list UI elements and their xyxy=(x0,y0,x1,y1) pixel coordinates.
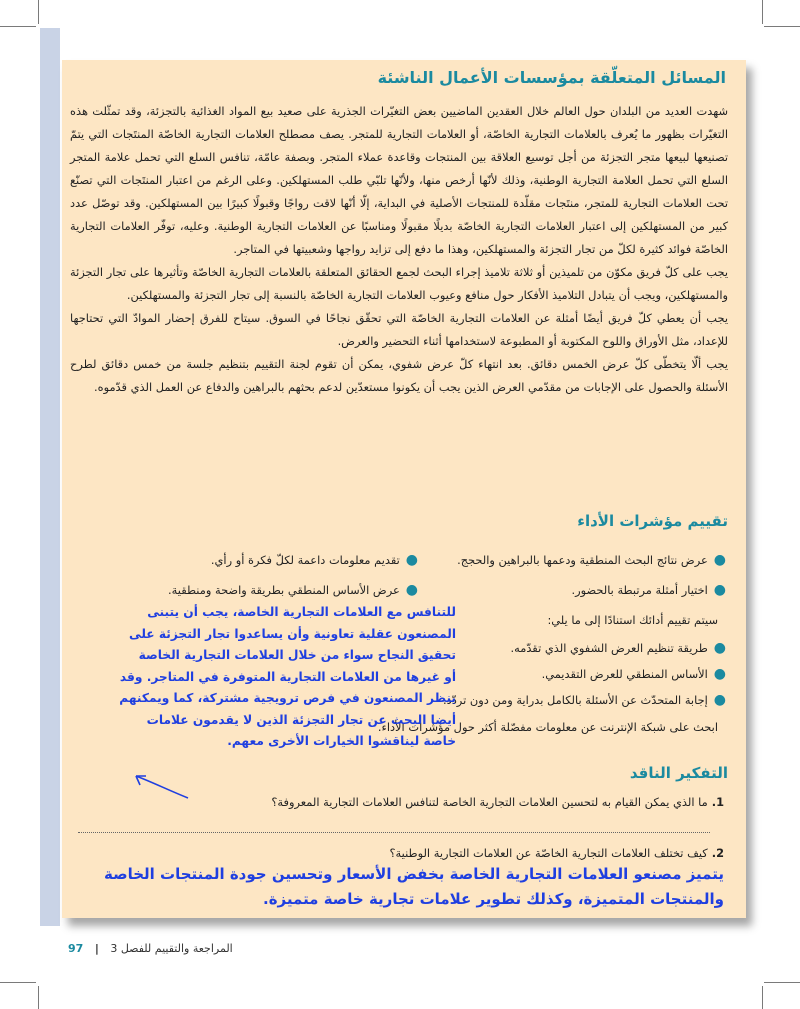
bullet-icon: ● xyxy=(713,640,726,656)
crop-mark xyxy=(38,986,39,1009)
paragraph: يجب أن يعطي كلّ فريق أيضًا أمثلة عن العلامات التجارية الخاصّة التي تحقّق نجاحًا في السوق. سيتاح للفرق إحضار الموادّ التي تحتاجها للإعداد، مثل الأوراق واللوح المكتوبة أو المطبوعة لاستخدامها أثناء التحضير والعرض. xyxy=(70,311,728,348)
paragraph: يجب على كلّ فريق مكوّن من تلميذين أو ثلاثة تلاميذ إجراء البحث لجمع الحقائق المتعلقة بالعلامات التجارية الخاصّة وتأثيرها على تجار التجزئة والمستهلكين، ويجب أن يتبادل التلاميذ الأفكار حول منافع وعيوب العلامات التجارية الخاصّة بالنسبة إلى تجار التجزئة والمستهلكين. xyxy=(70,265,728,302)
page-footer: 97 | المراجعة والتقييم للفصل 3 xyxy=(68,942,233,955)
question: 2.كيف تختلف العلامات التجارية الخاصّة عن العلامات التجارية الوطنية؟ xyxy=(389,846,724,860)
bullet-icon: ● xyxy=(405,582,418,598)
crop-mark xyxy=(38,0,39,24)
paragraph: يجب ألّا يتخطّى كلّ عرض الخمس دقائق. بعد انتهاء كلّ عرض شفوي، يمكن أن تقوم لجنة التقييم بتنظيم جلسة من خمس دقائق لطرح الأسئلة والحصول على الإجابات من مقدّمي العرض الذين يجب أن يكونوا مستعدّين لدعم بحثهم بالبراهين والدفاع عن العمل الذي قدّموه. xyxy=(70,357,728,394)
crop-mark xyxy=(764,982,800,983)
handwritten-answer: للتنافس مع العلامات التجارية الخاصة، يجب أن يتبنى المصنعون عقلية تعاونية وأن يساعدوا تجار التجزئة على تحقيق النجاح سواء من خلال العلامات التجارية الخاصة أو غيرها من العلامات التجارية المتوفرة في المتاجر. وقد ينظر المصنعون في فرص ترويجية مشتركة، كما ويمكنهم أيضا البحث عن تجار التجزئة الذين لا يقدمون علامات خاصة ليناقشوا الخيارات الأخرى معهم. xyxy=(119,605,456,748)
bullet-item: ●عرض الأساس المنطقي بطريقة واضحة ومنطقية. xyxy=(168,582,418,598)
crop-mark xyxy=(764,26,800,27)
section-heading: التفكير الناقد xyxy=(629,764,728,782)
arrow-icon xyxy=(132,772,192,800)
footer-text: المراجعة والتقييم للفصل 3 xyxy=(110,942,233,955)
margin-bar xyxy=(40,28,60,926)
handwritten-answer: يتميز مصنعو العلامات التجارية الخاصة بخفض الأسعار وتحسين جودة المنتجات الخاصة والمنتجات المتميزة، وكذلك تطوير علامات تجارية خاصة متميزة. xyxy=(103,865,724,908)
question: 1.ما الذي يمكن القيام به لتحسين العلامات التجارية الخاصة لتنافس العلامات التجارية المعروفة؟ xyxy=(271,795,724,809)
bullet-item: ●إجابة المتحدّث عن الأسئلة بالكامل بدراية ومن دون تردّد. xyxy=(443,692,726,708)
crop-mark xyxy=(762,986,763,1009)
bullet-item: ●تقديم معلومات داعمة لكلّ فكرة أو رأي. xyxy=(210,552,418,568)
page-number: 97 xyxy=(68,942,84,955)
answer-line xyxy=(78,832,710,833)
crop-mark xyxy=(0,982,36,983)
body-text xyxy=(70,100,728,399)
paragraph: شهدت العديد من البلدان حول العالم خلال العقدين الماضيين بعض التغيّرات الجذرية على صعيد بيع المواد الغذائية بالتجزئة، وقد تمثّلت هذه التغيّرات بظهور ما يُعرف بالعلامات التجارية الخاصّة، أو العلامات التجارية للمتجر. يصف مصطلح العلامات التجارية الخاصّة المنتَجات التي يتمّ تصنيعها لبيعها متجر التجزئة من أجل توسيع العلاقة بين المنتجات وقاعدة عملاء المتجر. وبصفة عامّة، تنافس السلع التي تحمل علامة المتجر السلع التي تحمل العلامة التجارية الوطنية، وذلك لأنّها أرخص منها، ولأنّها تلبّي طلب المستهلكين. وعلى الرغم من اعتبار المنتَجات التي تصنّع تحت العلامات التجارية للمتجر، منتَجات مقلّدة للمنتجات الأصلية في البداية، إلّا أنّها لاقت رواجًا وقبولًا كبيرًا بين المستهلكين. وقد توصّل عدد كبير من المستهلكين إلى اعتبار العلامات التجارية الخاصّة بديلًا مقبولًا ومناسبًا عن العلامات التجارية الوطنية. وعليه، توفّر العلامات التجارية الخاصّة فوائد كثيرة لكلّ من تجار التجزئة والمستهلكين، وهذا ما دفع إلى تزايد رواجها وشعبيتها في المتاجر. xyxy=(70,104,728,256)
crop-mark xyxy=(762,0,763,24)
bullet-icon: ● xyxy=(713,582,726,598)
assessment-intro: سيتم تقييم أدائك استنادًا إلى ما يلي: xyxy=(547,613,718,627)
bullet-icon: ● xyxy=(713,552,726,568)
section-title: المسائل المتعلّقة بمؤسسات الأعمال الناشئة xyxy=(377,68,726,87)
crop-mark xyxy=(0,26,36,27)
bullet-item: ●اختيار أمثلة مرتبطة بالحضور. xyxy=(571,582,726,598)
content-panel xyxy=(62,60,746,918)
bullet-item: ●الأساس المنطقي للعرض التقديمي. xyxy=(541,666,726,682)
bullet-icon: ● xyxy=(713,666,726,682)
bullet-icon: ● xyxy=(405,552,418,568)
section-heading: تقييم مؤشرات الأداء xyxy=(577,512,728,530)
research-note: ابحث على شبكة الإنترنت عن معلومات مفصّلة أكثر حول مؤشرات الأداء. xyxy=(377,720,718,734)
bullet-icon: ● xyxy=(713,692,726,708)
bullet-item: ●عرض نتائج البحث المنطقية ودعمها بالبراهين والحجج. xyxy=(457,552,726,568)
bullet-item: ●طريقة تنظيم العرض الشفوي الذي تقدّمه. xyxy=(510,640,726,656)
